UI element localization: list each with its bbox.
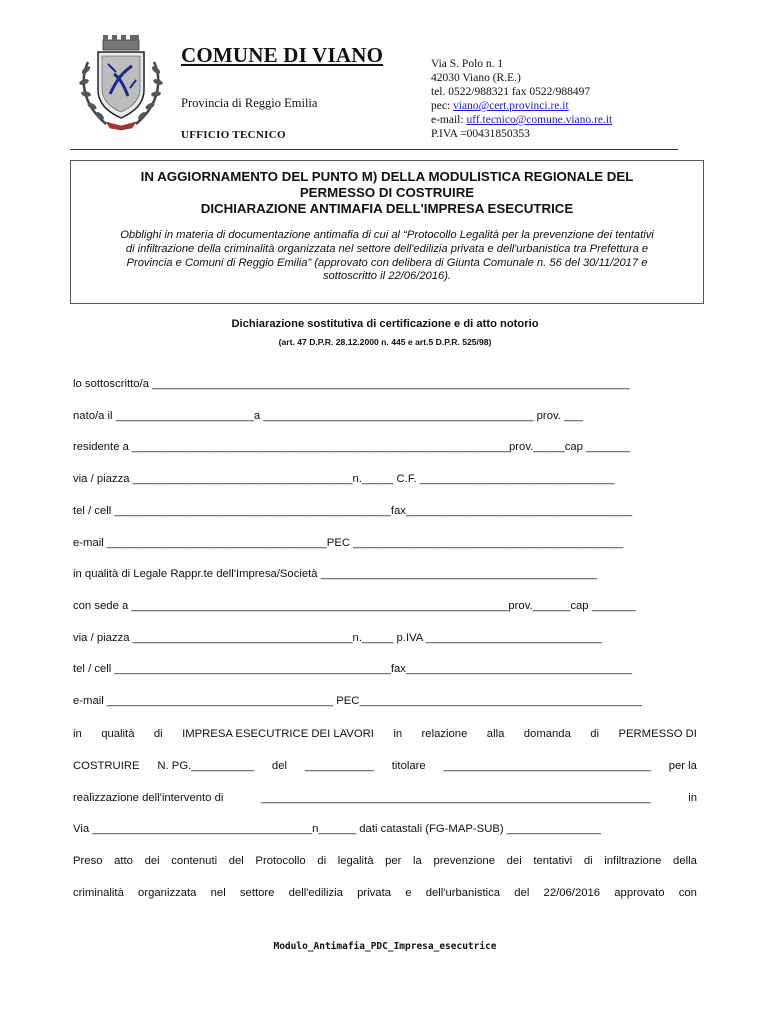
holder-field[interactable]: _________________________________ — [443, 760, 651, 772]
pg-number-field[interactable]: N. PG.__________ — [157, 760, 255, 772]
email-link[interactable]: uff.tecnico@comune.viano.re.it — [466, 114, 613, 126]
form-line-role — [73, 727, 697, 741]
contact-block — [431, 57, 612, 141]
word: per la — [668, 760, 697, 772]
form-line-legal-rep[interactable]: in qualità di Legale Rappr.te dell'Impresa/Società ____________________________________________ — [73, 568, 598, 580]
form-line-company-email-pec[interactable]: e-mail ____________________________________ PEC_____________________________________________ — [73, 695, 643, 707]
pec-label: pec: — [431, 100, 454, 112]
form-line-company-street-vat[interactable]: via / piazza ___________________________________n._____ p.IVA ____________________________ — [73, 632, 602, 644]
form-line-birth[interactable]: nato/a il ______________________a ___________________________________________ prov. ___ — [73, 410, 583, 422]
box-body-line: Provincia e Comuni di Reggio Emilia” (approvato con delibera di Giunta Comunale n. 56 del 30/11/2017 e — [126, 256, 648, 269]
box-title — [71, 169, 703, 217]
word: Protocollo — [255, 855, 306, 867]
word: di — [153, 728, 163, 740]
word: nel — [210, 887, 226, 899]
word: per — [385, 855, 402, 867]
word: dell'urbanistica — [425, 887, 501, 899]
word: dell'edilizia — [288, 887, 343, 899]
box-body-line: sottoscritto il 22/06/2016). — [322, 270, 452, 283]
word: privata — [357, 887, 392, 899]
word: titolare — [391, 760, 426, 772]
box-body-line: di infiltrazione della criminalità organizzata nel settore dell'edilizia privata e dell'urbanistica tra Prefettura e — [125, 242, 649, 255]
form-line-permit[interactable] — [73, 759, 697, 773]
role-emphasis: IMPRESA ESECUTRICE DEI LAVORI — [182, 728, 374, 740]
word: del — [271, 760, 287, 772]
office-name: UFFICIO TECNICO — [181, 129, 286, 141]
word: Preso — [73, 855, 103, 867]
declaration-subtitle: (art. 47 D.P.R. 28.12.2000 n. 445 e art.5 D.P.R. 525/98) — [278, 337, 492, 347]
word: domanda — [523, 728, 571, 740]
word: atto — [114, 855, 133, 867]
word: di — [317, 855, 327, 867]
box-title-line: IN AGGIORNAMENTO DEL PUNTO M) DELLA MODULISTICA REGIONALE DEL — [140, 169, 634, 184]
address-city-line: 42030 Viano (R.E.) — [431, 72, 521, 84]
form-line-company-phone-fax[interactable]: tel / cell ____________________________________________fax____________________________________ — [73, 663, 633, 675]
email-label: e-mail: — [431, 114, 467, 126]
word: criminalità — [73, 887, 124, 899]
paragraph-line — [73, 886, 697, 900]
pec-link[interactable]: viano@cert.provinci.re.it — [453, 100, 569, 112]
word: del — [228, 855, 244, 867]
intervention-field[interactable]: ______________________________________________________________ — [261, 792, 651, 804]
word: in — [393, 728, 403, 740]
word: prevenzione — [433, 855, 496, 867]
word: in — [688, 792, 697, 804]
phone-line: tel. 0522/988321 fax 0522/988497 — [431, 86, 591, 98]
permit-emphasis: PERMESSO DI — [618, 728, 697, 740]
word: della — [673, 855, 697, 867]
box-body — [79, 229, 695, 284]
permit-emphasis: COSTRUIRE — [73, 760, 140, 772]
box-title-line: DICHIARAZIONE ANTIMAFIA DELL'IMPRESA ESECUTRICE — [200, 201, 574, 216]
footer-filename: Modulo_Antimafia_PDC_Impresa_esecutrice — [273, 941, 497, 952]
word: in — [73, 728, 82, 740]
declaration-title: Dichiarazione sostitutiva di certificazione e di atto notorio — [231, 318, 539, 330]
word: e — [405, 887, 412, 899]
word: 22/06/2016 — [543, 887, 601, 899]
word: legalità — [337, 855, 374, 867]
word: di — [590, 728, 600, 740]
form-line-street-cf[interactable]: via / piazza ___________________________________n._____ C.F. _______________________________ — [73, 473, 615, 485]
form-line-name[interactable]: lo sottoscritto/a ____________________________________________________________________________ — [73, 378, 630, 390]
word: dei — [144, 855, 160, 867]
form-line-intervention[interactable] — [73, 791, 697, 805]
word: realizzazione dell'intervento di — [73, 792, 224, 804]
form-line-cadastral[interactable]: Via ___________________________________n______ dati catastali (FG-MAP-SUB) _______________ — [73, 823, 602, 835]
province-name: Provincia di Reggio Emilia — [181, 96, 318, 110]
coat-of-arms-logo — [78, 34, 164, 132]
box-body-line: Obblighi in materia di documentazione antimafia di cui al “Protocollo Legalità per la prevenzione dei tentativi — [120, 229, 654, 241]
word: con — [678, 887, 697, 899]
header-divider — [70, 149, 678, 150]
word: relazione — [421, 728, 468, 740]
word: di — [583, 855, 593, 867]
word: del — [514, 887, 530, 899]
pec-line — [431, 99, 612, 113]
word: alla — [486, 728, 505, 740]
word: dei — [506, 855, 522, 867]
form-line-phone-fax[interactable]: tel / cell ____________________________________________fax____________________________________ — [73, 505, 633, 517]
word: qualità — [101, 728, 135, 740]
municipality-title: COMUNE DI VIANO — [181, 43, 384, 67]
paragraph-line — [73, 854, 697, 868]
address-line: Via S. Polo n. 1 — [431, 58, 504, 70]
vat-line: P.IVA =00431850353 — [431, 128, 530, 140]
word: tentativi — [533, 855, 573, 867]
word: approvato — [614, 887, 665, 899]
email-line — [431, 113, 612, 127]
word: la — [413, 855, 422, 867]
word: contenuti — [171, 855, 218, 867]
form-line-residence[interactable]: residente a ____________________________________________________________prov._____cap _______ — [73, 441, 631, 453]
form-line-email-pec[interactable]: e-mail ___________________________________PEC ___________________________________________ — [73, 537, 624, 549]
form-line-company-seat[interactable]: con sede a ____________________________________________________________prov.______cap _______ — [73, 600, 636, 612]
word: organizzata — [138, 887, 197, 899]
box-title-line: PERMESSO DI COSTRUIRE — [299, 185, 475, 200]
date-field[interactable]: ___________ — [304, 760, 374, 772]
info-box — [70, 160, 704, 304]
word: settore — [239, 887, 275, 899]
word: infiltrazione — [604, 855, 662, 867]
